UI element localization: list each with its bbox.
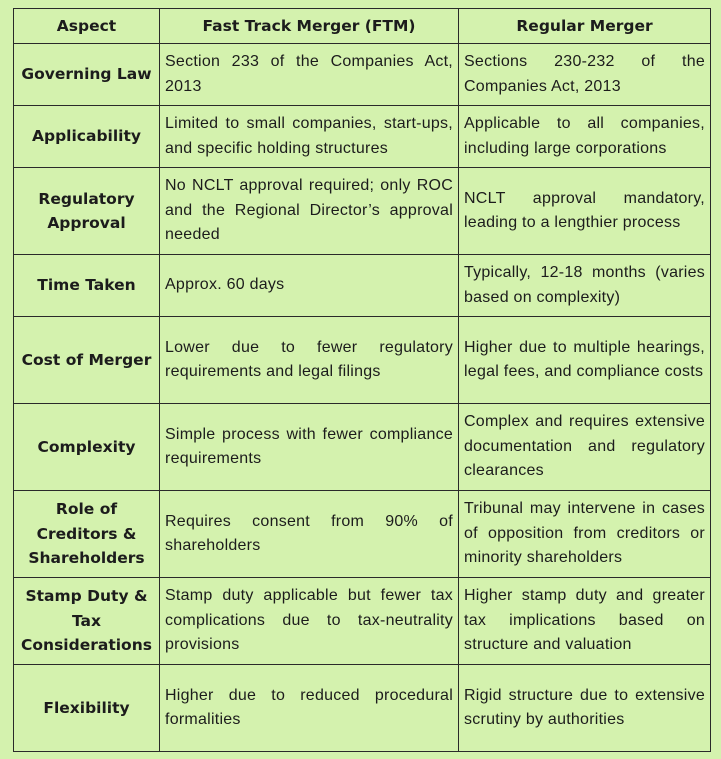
ftm-cell: Approx. 60 days xyxy=(160,255,459,317)
aspect-cell: Regulatory Approval xyxy=(14,168,160,255)
ftm-cell: Section 233 of the Companies Act, 2013 xyxy=(160,44,459,106)
aspect-cell: Stamp Duty & Tax Considerations xyxy=(14,578,160,665)
ftm-cell: Limited to small companies, start-ups, and specific holding structures xyxy=(160,106,459,168)
table-row xyxy=(14,404,711,491)
table-row xyxy=(14,317,711,404)
aspect-cell: Role of Creditors & Shareholders xyxy=(14,491,160,578)
ftm-cell: Stamp duty applicable but fewer tax complications due to tax-neutrality provisions xyxy=(160,578,459,665)
table-row xyxy=(14,44,711,106)
aspect-cell: Time Taken xyxy=(14,255,160,317)
regular-cell: NCLT approval mandatory, leading to a lengthier process xyxy=(459,168,711,255)
regular-cell: Complex and requires extensive documentation and regulatory clearances xyxy=(459,404,711,491)
table-row xyxy=(14,106,711,168)
header-aspect: Aspect xyxy=(14,9,160,44)
table-row xyxy=(14,168,711,255)
ftm-cell: Higher due to reduced procedural formalities xyxy=(160,665,459,752)
regular-cell: Rigid structure due to extensive scrutiny by authorities xyxy=(459,665,711,752)
aspect-cell: Applicability xyxy=(14,106,160,168)
table-row xyxy=(14,665,711,752)
merger-comparison-table xyxy=(13,8,711,752)
aspect-cell: Complexity xyxy=(14,404,160,491)
header-regular-merger: Regular Merger xyxy=(459,9,711,44)
table-row xyxy=(14,255,711,317)
header-row xyxy=(14,9,711,44)
aspect-cell: Cost of Merger xyxy=(14,317,160,404)
regular-cell: Higher stamp duty and greater tax implications based on structure and valuation xyxy=(459,578,711,665)
regular-cell: Higher due to multiple hearings, legal fees, and compliance costs xyxy=(459,317,711,404)
aspect-cell: Flexibility xyxy=(14,665,160,752)
ftm-cell: Lower due to fewer regulatory requirements and legal filings xyxy=(160,317,459,404)
table-row xyxy=(14,491,711,578)
ftm-cell: Requires consent from 90% of shareholders xyxy=(160,491,459,578)
ftm-cell: No NCLT approval required; only ROC and the Regional Director’s approval needed xyxy=(160,168,459,255)
regular-cell: Applicable to all companies, including large corporations xyxy=(459,106,711,168)
aspect-cell: Governing Law xyxy=(14,44,160,106)
regular-cell: Tribunal may intervene in cases of opposition from creditors or minority shareholders xyxy=(459,491,711,578)
regular-cell: Sections 230-232 of the Companies Act, 2013 xyxy=(459,44,711,106)
ftm-cell: Simple process with fewer compliance requirements xyxy=(160,404,459,491)
table-row xyxy=(14,578,711,665)
header-fast-track-merger: Fast Track Merger (FTM) xyxy=(160,9,459,44)
regular-cell: Typically, 12-18 months (varies based on complexity) xyxy=(459,255,711,317)
